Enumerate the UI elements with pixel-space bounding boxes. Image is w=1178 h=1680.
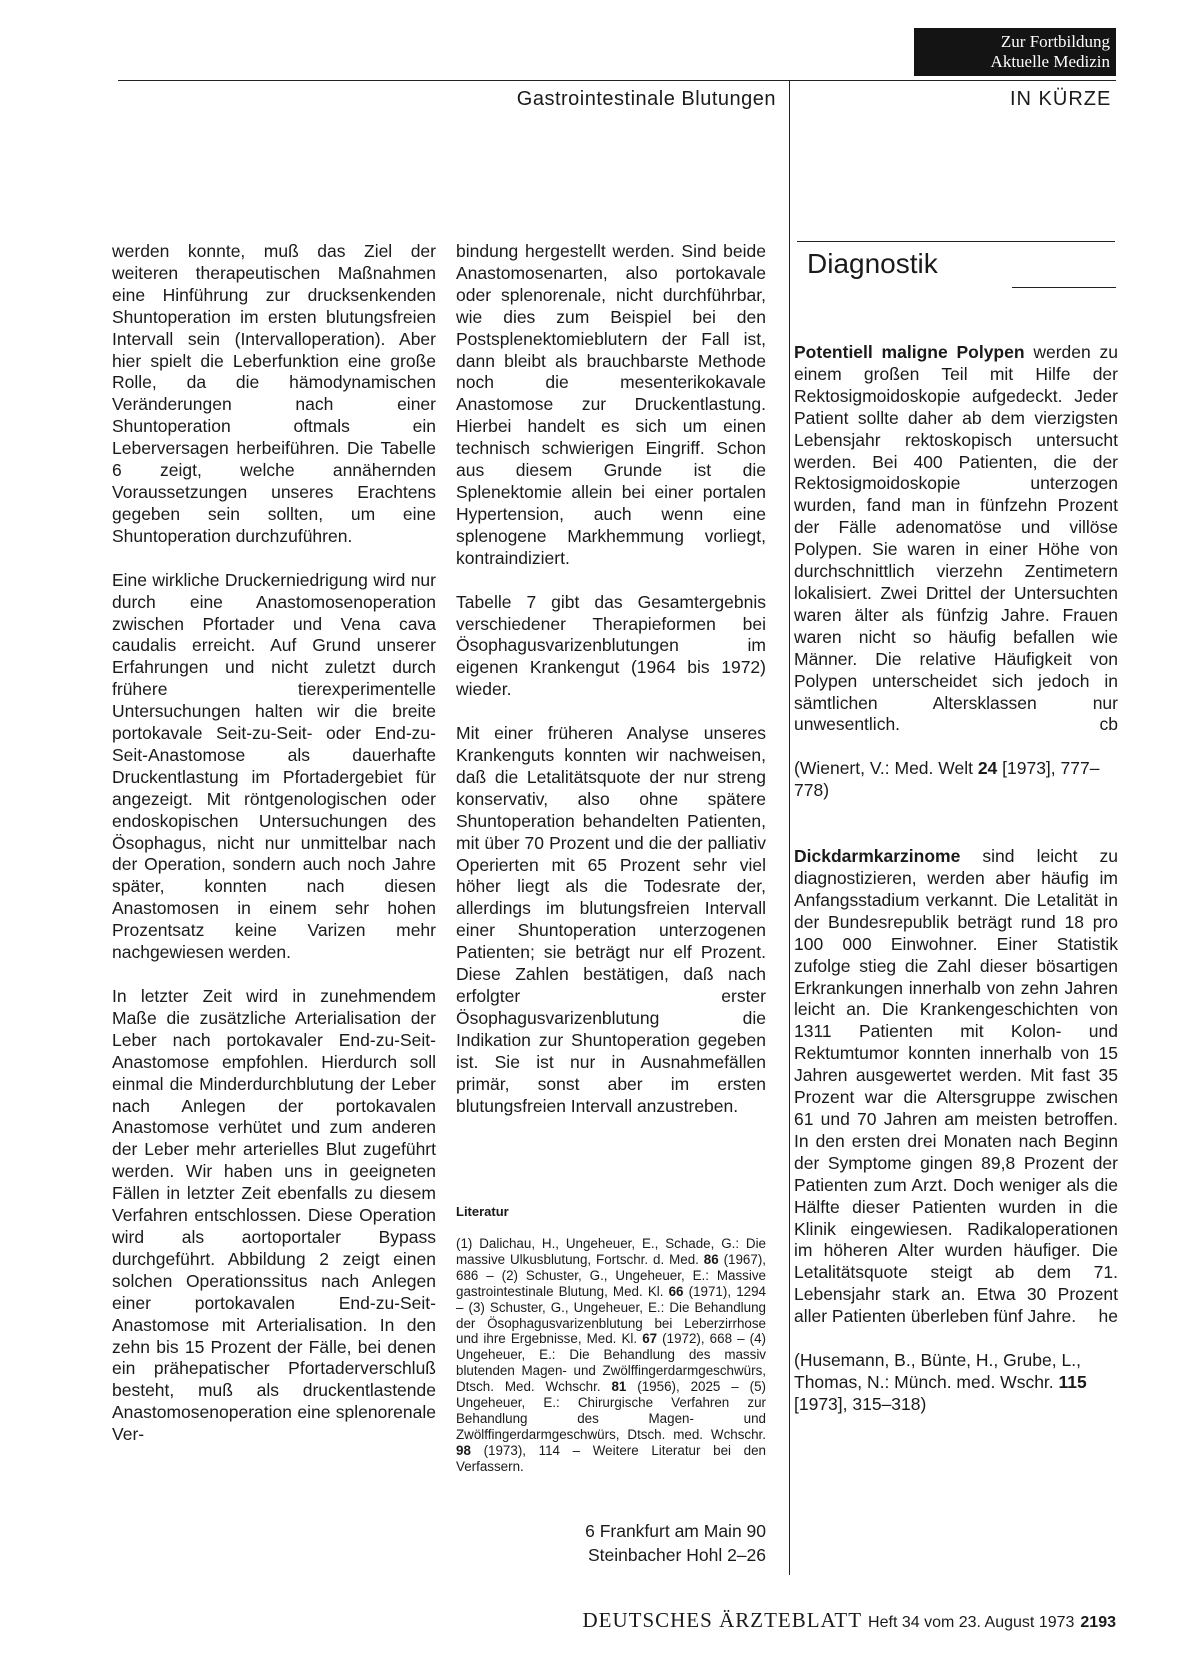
ref-text: (1972), 668 – (4) Ungeheuer, E.: Die Behandlung des massiv blutenden Magen- und Zwölffingerdarmgeschwürs, Dtsch. Med. Wchschr. xyxy=(456,1331,766,1395)
journal-section-badge xyxy=(914,28,1116,76)
ref-volume: 86 xyxy=(703,1251,719,1267)
literature-list xyxy=(456,1236,766,1475)
brief-column xyxy=(794,342,1118,1438)
citation-text: [1973], 315–318) xyxy=(794,1393,927,1414)
brief-polypen xyxy=(794,342,1118,736)
address-line-2: Steinbacher Hohl 2–26 xyxy=(587,1545,766,1565)
brief-citation xyxy=(794,758,1118,802)
paragraph: Eine wirkliche Druckerniedrigung wird nur durch eine Anastomosenoperation zwischen Pfortader und Vena cava caudalis erreicht. Auf Grund unserer Erfahrungen und nicht zuletzt durch frühere tierexperimentelle Untersuchungen halten wir die breite portokavale Seit-zu-Seit- oder End-zu-Seit-Anastomose als dauerhafte Druckentlastung im Pfortadergebiet für angezeigt. Mit röntgenologischen oder endoskopischen Untersuchungen des Ösophagus, nicht nur unmittelbar nach der Operation, sondern auch noch Jahre später, konnten nach diesen Anastomosen in einem sehr hohen Prozentsatz keine Varizen mehr nachgewiesen werden. xyxy=(112,569,436,963)
ref-volume: 98 xyxy=(456,1442,471,1458)
brief-body: sind leicht zu diagnostizieren, werden aber häufig im Anfangsstadium verkannt. Die Letalität in der Bundesrepublik beträgt rund 18 pro 100 000 Einwohner. Einer Statistik zufolge stieg die Zahl dieser bösartigen Erkrankungen innerhalb von zehn Jahren leicht an. Die Krankengeschichten von 1311 Patienten mit Kolon- und Rektumtumor konnten innerhalb von 15 Jahren ausgewertet werden. Mit fast 35 Prozent war die Altersgruppe zwischen 61 und 70 Jahren am meisten betroffen. In den ersten drei Monaten nach Beginn der Symptome gingen 89,8 Prozent der Patienten zum Arzt. Doch weniger als die Hälfte dieser Patienten wurden in die Klinik eingewiesen. Radikaloperationen im höheren Alter wurden häufiger. Die Letalitätsquote steigt ab dem 71. Lebensjahr stark an. Etwa 30 Prozent aller Patienten überleben fünf Jahre. xyxy=(794,846,1118,1327)
paragraph: In letzter Zeit wird in zunehmendem Maße die zusätzliche Arterialisation der Leber nach portokavaler End-zu-Seit-Anastomose empfohlen. Hierdurch soll einmal die Minderdurchblutung der Leber nach Anlegen der portokavalen Anastomose verhütet und zum anderen der Leber mehr arterielles Blut zugeführt werden. Wir haben uns in geeigneten Fällen in letzter Zeit ebenfalls zu diesem Verfahren entschlossen. Diese Operation wird als aortoportaler Bypass durchgeführt. Abbildung 2 zeigt einen solchen Operationssitus nach Anlegen einer portokavalen End-zu-Seit-Anastomose mit Arterialisation. In den zehn bis 15 Prozent der Fälle, bei denen ein prähepatischer Pfortaderverschluß besteht, muß als druckentlastende Anastomosenoperation eine splenorenale Ver- xyxy=(112,986,436,1445)
running-head: Gastrointestinale Blutungen xyxy=(516,88,776,110)
paragraph: bindung hergestellt werden. Sind beide Anastomosenarten, also portokavale oder splenorenale, nicht durchführbar, wie dies zum Beispiel bei den Postsplenektomieblutern der Fall ist, dann bleibt als brauchbarste Methode noch die mesenterikokavale Anastomose zur Druckentlastung. Hierbei handelt es sich um einen technisch schwierigen Eingriff. Schon aus diesem Grunde ist die Splenektomie allein bei einer portalen Hypertension, auch wenn eine splenogene Markhemmung vorliegt, kontraindiziert. xyxy=(456,241,766,568)
brief-lead: Potentiell maligne Polypen xyxy=(794,342,1025,362)
author-address xyxy=(456,1519,766,1567)
page-number: 2193 xyxy=(1080,1614,1116,1631)
paragraph: Tabelle 7 gibt das Gesamtergebnis verschiedener Therapieformen bei Ösophagusvarizenblutungen im eigenen Krankengut (1964 bis 1972) wieder. xyxy=(456,591,766,700)
ref-volume: 66 xyxy=(668,1283,684,1299)
citation-volume: 115 xyxy=(1058,1371,1087,1392)
ref-text: (1971), 1294 – (3) Schuster, G., Ungeheuer, E.: Die Behandlung der Ösophagusvarizenblutung bei Leberzirrhose und ihre Ergebnisse, Med. Kl. xyxy=(456,1283,766,1347)
page-footer xyxy=(300,1608,1116,1633)
ref-text: (1) Dalichau, H., Ungeheuer, E., Schade, G.: Die massive Ulkusblutung, Fortschr. d. Med. xyxy=(456,1236,766,1267)
ref-volume: 67 xyxy=(642,1331,658,1347)
citation-volume: 24 xyxy=(977,758,998,779)
brief-body: werden zu einem großen Teil mit Hilfe der Rektosigmoidoskopie aufgedeckt. Jeder Patient sollte daher ab dem vierzigsten Lebensjahr rektoskopisch untersucht werden. Bei 400 Patienten, die der Rektosigmoidoskopie unterzogen wurden, fand man in fünfzehn Prozent der Fälle adenomatöse und villöse Polypen. Sie waren in einer Höhe von durchschnittlich vierzehn Zentimetern lokalisiert. Zwei Drittel der Untersuchten waren älter als fünfzig Jahre. Frauen waren nicht so häufig befallen wie Männer. Die relative Häufigkeit von Polypen unterscheidet sich jedoch in sämtlichen Altersklassen nur unwesentlich. xyxy=(794,342,1119,735)
section-title-rule xyxy=(1012,287,1116,288)
citation-text: [1973], 777–778) xyxy=(794,758,1100,801)
address-line-1: 6 Frankfurt am Main 90 xyxy=(585,1521,766,1541)
ref-text: (1956), 2025 – (5) Ungeheuer, E.: Chirurgische Verfahren zur Behandlung des Magen- und Zwölffingerdarmgeschwürs, Dtsch. med. Wchschr. xyxy=(456,1379,766,1442)
journal-masthead: DEUTSCHES ÄRZTEBLATT xyxy=(582,1608,863,1632)
ref-text: (1967), 686 – (2) Schuster, G., Ungeheuer, E.: Massive gastrointestinale Blutung, Med. Kl. xyxy=(456,1251,766,1299)
citation-text: (Husemann, B., Bünte, H., Grube, L., Thomas, N.: Münch. med. Wschr. xyxy=(794,1350,1081,1392)
author-initials: he xyxy=(1098,1306,1118,1327)
header-rule xyxy=(118,80,1116,81)
brief-dickdarm xyxy=(794,846,1118,1328)
ref-text: (1973), 114 – Weitere Literatur bei den Verfassern. xyxy=(456,1442,766,1474)
article-column-2 xyxy=(456,241,766,1139)
badge-line-1: Zur Fortbildung xyxy=(1000,32,1110,51)
paragraph: Mit einer früheren Analyse unseres Krankenguts konnten wir nachweisen, daß die Letalitätsquote der nur streng konservativ, also ohne spätere Shuntoperation behandelten Patienten, mit über 70 Prozent und die der palliativ Operierten mit 65 Prozent sehr viel höher liegt als die Todesrate der, allerdings im blutungsfreien Intervall einer Shuntoperation unterzogenen Patienten; sie beträgt nur elf Prozent. Diese Zahlen bestätigen, daß nach erfolgter erster Ösophagusvarizenblutung die Indikation zur Shuntoperation gegeben ist. Sie ist nur in Ausnahmefällen primär, sonst aber im ersten blutungsfreien Intervall anzustreben. xyxy=(456,723,766,1116)
article-column-1 xyxy=(112,241,436,1468)
brief-lead: Dickdarmkarzinome xyxy=(794,846,961,867)
column-divider xyxy=(789,80,790,1575)
brief-citation xyxy=(794,1350,1118,1416)
literature-heading: Literatur xyxy=(456,1204,509,1219)
section-title: Diagnostik xyxy=(807,248,938,279)
issue-info: Heft 34 vom 23. August 1973 xyxy=(868,1614,1075,1631)
section-top-rule xyxy=(797,241,1115,242)
citation-text: (Wienert, V.: Med. Welt xyxy=(794,758,978,779)
paragraph: werden konnte, muß das Ziel der weiteren therapeutischen Maßnahmen eine Hinführung zur drucksenkenden Shuntoperation im ersten blutungsfreien Intervall sein (Intervalloperation). Aber hier spielt die Leberfunktion eine große Rolle, da die hämodynamischen Veränderungen nach einer Shuntoperation oftmals ein Leberversagen herbeiführen. Die Tabelle 6 zeigt, welche annähernden Voraussetzungen unseres Erachtens gegeben sein sollten, um eine Shuntoperation durchzuführen. xyxy=(112,241,436,546)
ref-volume: 81 xyxy=(611,1379,627,1395)
author-initials: cb xyxy=(1099,714,1118,735)
section-label: IN KÜRZE xyxy=(1010,88,1112,110)
badge-line-2: Aktuelle Medizin xyxy=(990,52,1110,71)
